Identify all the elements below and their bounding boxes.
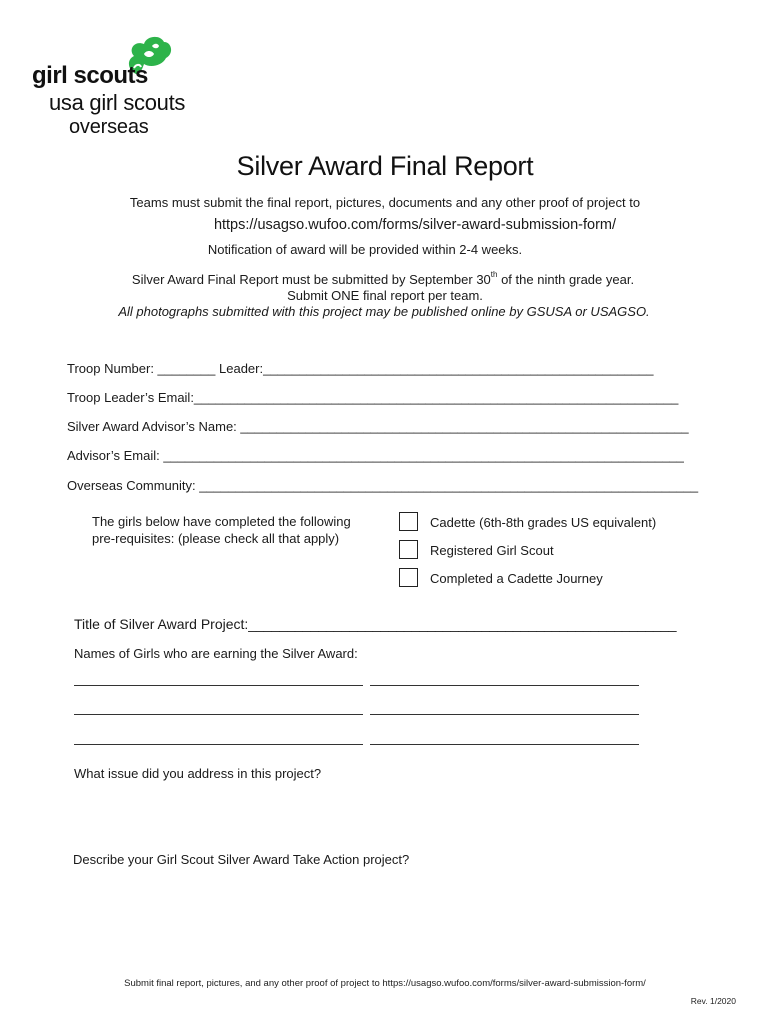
- revision-label: Rev. 1/2020: [690, 996, 736, 1006]
- describe-answer-area[interactable]: [73, 872, 693, 962]
- deadline-text: Silver Award Final Report must be submitted by September 30th of the ninth grade year.: [131, 270, 635, 287]
- name-line[interactable]: [74, 685, 363, 686]
- registered-label: Registered Girl Scout: [430, 543, 554, 558]
- footer-note: Submit final report, pictures, and any other proof of project to https://usagso.wufoo.com/forms/silver-award-submission-form/: [124, 978, 646, 989]
- advisor-name-field[interactable]: Silver Award Advisor’s Name: ______________________________________________________________: [67, 419, 689, 434]
- advisor-email-field[interactable]: Advisor’s Email: ________________________________________________________________________: [67, 448, 684, 463]
- cadette-checkbox[interactable]: [399, 512, 418, 531]
- prereq-text-2: pre-requisites: (please check all that apply): [92, 531, 340, 546]
- name-line[interactable]: [74, 714, 363, 715]
- page-title: Silver Award Final Report: [236, 151, 534, 181]
- cadette-label: Cadette (6th-8th grades US equivalent): [430, 515, 657, 530]
- journey-label: Completed a Cadette Journey: [430, 571, 603, 586]
- overseas-community-field[interactable]: Overseas Community: _____________________________________________________________________: [67, 478, 699, 493]
- prereq-text: The girls below have completed the following: [92, 514, 351, 529]
- issue-answer-area[interactable]: [74, 786, 694, 838]
- project-title-field[interactable]: Title of Silver Award Project:_______________________________________________________: [74, 616, 677, 632]
- photos-notice: All photographs submitted with this project may be published online by GSUSA or USAGSO.: [118, 304, 650, 319]
- describe-question: Describe your Girl Scout Silver Award Take Action project?: [73, 852, 410, 867]
- one-report-text: Submit ONE final report per team.: [287, 288, 483, 303]
- issue-question: What issue did you address in this project?: [74, 766, 322, 781]
- registered-checkbox[interactable]: [399, 540, 418, 559]
- intro-text: Teams must submit the final report, pictures, documents and any other proof of project to: [129, 195, 641, 210]
- leader-email-field[interactable]: Troop Leader’s Email:___________________________________________________________________: [67, 390, 679, 405]
- logo-subline-2: overseas: [69, 116, 149, 138]
- name-line[interactable]: [370, 714, 639, 715]
- logo-wordmark: girl scouts: [32, 62, 148, 89]
- names-label: Names of Girls who are earning the Silver Award:: [74, 646, 358, 661]
- notification-text: Notification of award will be provided within 2-4 weeks.: [207, 242, 523, 257]
- journey-checkbox[interactable]: [399, 568, 418, 587]
- name-line[interactable]: [370, 685, 639, 686]
- logo-subline: usa girl scouts: [49, 90, 186, 115]
- submission-url: https://usagso.wufoo.com/forms/silver-award-submission-form/: [213, 217, 617, 233]
- troop-number-field[interactable]: Troop Number: ________ Leader:______________________________________________________: [67, 361, 654, 376]
- name-line[interactable]: [370, 744, 639, 745]
- name-line[interactable]: [74, 744, 363, 745]
